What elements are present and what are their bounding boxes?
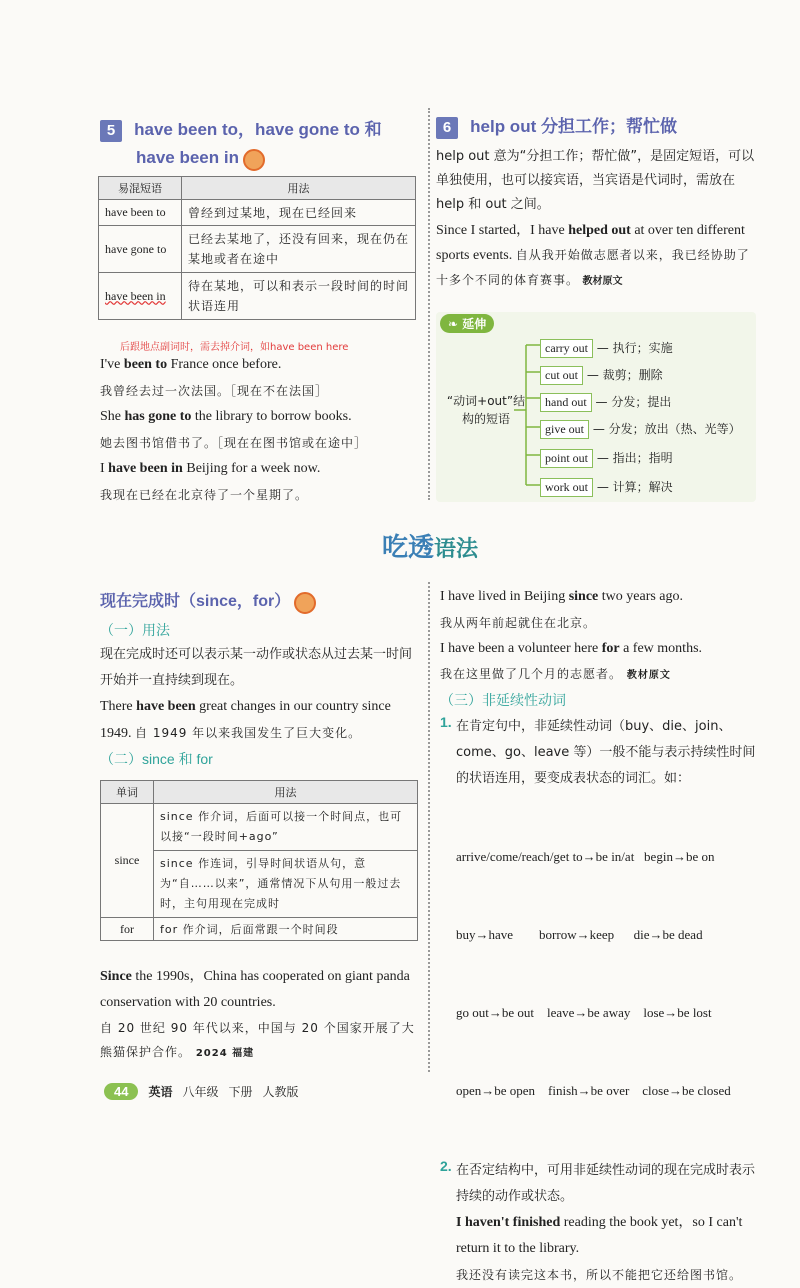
table-cell: have gone to [99,226,182,273]
conversion-list [456,792,758,1156]
leaf-icon: ❧ [448,317,459,331]
handwritten-note: 后跟地点副词时，需去掉介词，如have been here [120,342,349,353]
grammar-right-column [440,584,758,1288]
table-cell: for [101,918,154,941]
example-translation: 我还没有读完这本书，所以不能把它还给图书馆。 [456,1268,743,1282]
footer-publisher: 人教版 [262,1085,299,1099]
banner-text-a: 吃透 [381,533,434,563]
table-cell: since 作连词，引导时间状语从句，意为“自……以来”，通常情况下从句用一般过去时，主句用现在完成时 [154,851,418,918]
table-cell: since [101,804,154,918]
section-5-title [100,115,420,142]
section-5-examples [100,352,420,508]
section-number: 5 [100,120,122,142]
paragraph: 现在完成时还可以表示某一动作或状态从过去某一时间开始并一直持续到现在。 [100,646,413,688]
extension-diagram [436,312,756,502]
extension-tag: ❧ 延伸 [440,314,494,333]
grammar-left-examples [100,964,422,1066]
example-sentence: I have been in Beijing for a week now. [100,461,321,476]
column-divider-bottom [428,582,430,1072]
conversion-row: go out→be out leave→be away lose→be lost [456,1005,712,1020]
example-sentence: I haven't finished reading the book yet，so I can't return it to the library. [456,1215,743,1256]
table-header: 单词 [101,781,154,804]
section-title-line1: have been to，have gone to 和 [134,120,382,139]
table-header-row [99,177,416,200]
table-cell: 已经去某地了，还没有回来，现在仍在某地或者在途中 [182,226,416,273]
footer-grade: 八年级 [182,1085,219,1099]
table-cell: for 作介词，后面常跟一个时间段 [154,918,418,941]
conversion-row: buy→have borrow→keep die→be dead [456,927,703,942]
point-2: 2. 在否定结构中，可用非延续性动词的现在完成时表示持续的动作或状态。 [440,1158,756,1204]
table-row [99,273,416,320]
table-row [99,226,416,273]
table-cell: have been in [99,273,182,320]
footer-subject: 英语 [148,1085,173,1099]
phrase-row: point out — 指出；指明 [540,446,741,475]
phrase-row: give out — 分发；放出（热、光等） [540,417,741,446]
table-cell: 待在某地，可以和表示一段时间的时间状语连用 [182,273,416,320]
table-header: 易混短语 [99,177,182,200]
phrase-row: cut out — 裁剪；删除 [540,363,741,390]
grammar-banner [360,527,500,564]
example-sentence: There have been great changes in our country since 1949. 自 1949 年以来我国发生了巨大变化。 [100,698,391,741]
diagram-center-label: “动词+out”结构的短语 [446,394,526,426]
section-number: 6 [436,117,458,139]
table-cell: since 作介词，后面可以接一个时间点，也可以接“一段时间+ago” [154,804,418,851]
table-row [101,918,418,941]
section-6-title [436,112,756,139]
subheading: （一）用法 [100,621,170,638]
example-translation: 自 20 世纪 90 年代以来，中国与 20 个国家开展了大熊猫保护合作。 2024 福建 [100,1021,415,1059]
table-header: 用法 [154,781,418,804]
phrase-row: carry out — 执行；实施 [540,336,741,363]
phrase-row: hand out — 分发；提出 [540,390,741,417]
example-translation: 我曾经去过一次法国。［现在不在法国］ [100,384,329,398]
page-footer [104,1083,299,1100]
conversion-row: arrive/come/reach/get to→be in/at begin→be on [456,849,715,864]
key-point-stamp-icon [243,149,265,171]
grammar-left-column [100,588,422,769]
phrase-row: work out — 计算；解决 [540,475,741,502]
example-sentence: I've been to France once before. [100,357,282,372]
table-header-row [101,781,418,804]
confusable-phrases-table [98,176,416,320]
example-sentence: She has gone to the library to borrow books. [100,409,352,424]
banner-text-b: 语法 [434,537,479,562]
subheading: （三）非延续性动词 [440,692,566,708]
example-translation: 我在这里做了几个月的志愿者。 教材原文 [440,667,671,681]
section-5 [100,115,420,171]
table-cell: 曾经到过某地，现在已经回来 [182,200,416,226]
table-row [99,200,416,226]
since-for-table [100,780,418,941]
table-row [101,804,418,851]
point-1: 1. 在肯定句中，非延续性动词（buy、die、join、come、go、leave 等）一般不能与表示持续性时间的状语连用，要变成表状态的词汇。如： [440,714,756,786]
example-sentence: Since the 1990s，China has cooperated on giant panda conservation with 20 countries. [100,969,410,1010]
table-cell: have been to [99,200,182,226]
conversion-row: open→be open finish→be over close→be closed [456,1083,731,1098]
example-translation: 她去图书馆借书了。［现在在图书馆或在途中］ [100,436,368,450]
grammar-title: 现在完成时（since，for） [100,593,291,610]
section-title-line2: have been in [136,148,239,167]
example-translation: 我现在已经在北京待了一个星期了。 [100,488,309,502]
key-point-stamp-icon [294,592,316,614]
example-sentence: I have lived in Beijing since two years ago. [440,589,684,604]
column-divider-top [428,108,430,500]
example-sentence: Since I started，I have helped out at over ten different sports events. 自从我开始做志愿者以来，我已经协助了十多个不同的体育赛事。 教材原文 [436,223,750,287]
footer-volume: 下册 [228,1085,253,1099]
subheading: （二）since 和 for [100,750,213,767]
section-title: help out 分担工作；帮忙做 [470,117,677,136]
section-6 [436,112,756,294]
table-header: 用法 [182,177,416,200]
example-sentence: I have been a volunteer here for a few months. [440,641,703,656]
section-body: help out 意为“分担工作；帮忙做”，是固定短语，可以单独使用，也可以接宾语，当宾语是代词时，需放在 help 和 out 之间。 [436,149,755,212]
page-number: 44 [104,1083,138,1100]
example-translation: 我从两年前起就住在北京。 [440,616,597,630]
